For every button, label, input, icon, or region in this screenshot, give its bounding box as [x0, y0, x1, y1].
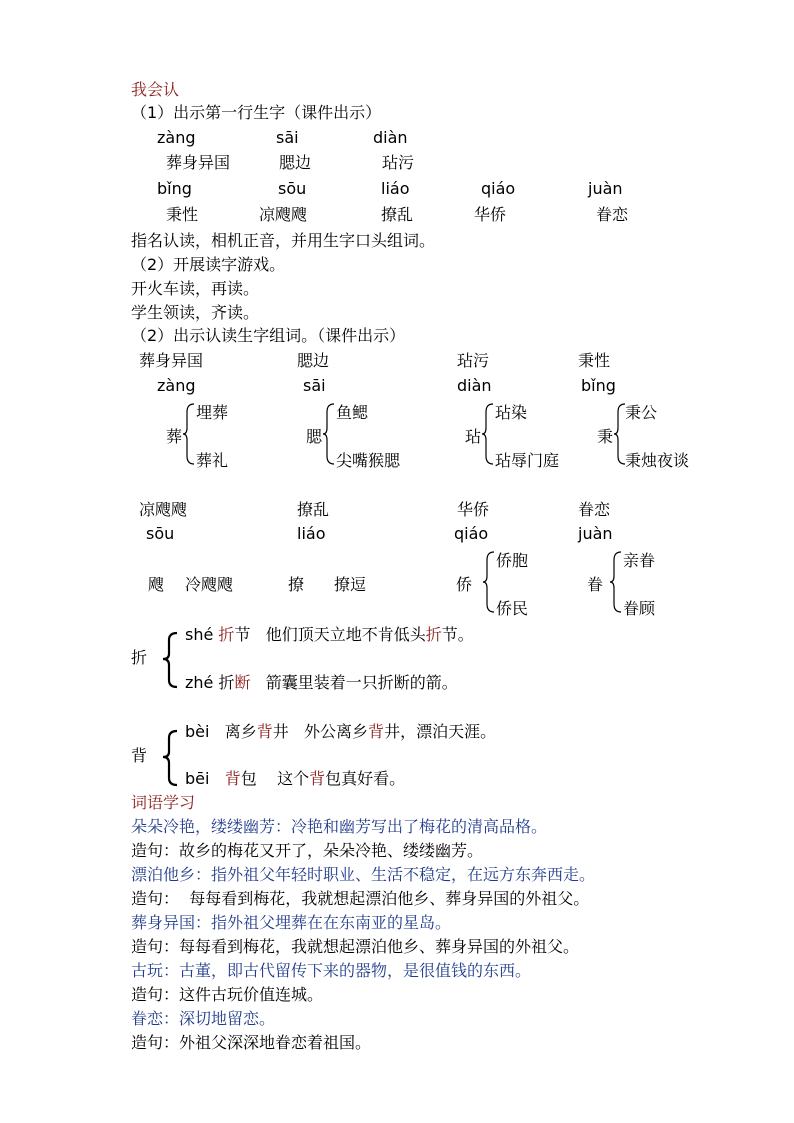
vocab-term-line [131, 913, 451, 933]
compound-word: 侨胞 [496, 551, 529, 570]
example-line [131, 841, 483, 861]
sentence: 箭囊里装着一只折断的箭。 [265, 673, 458, 692]
character: 秉 [597, 427, 614, 446]
compound-word: 秉公 [625, 403, 658, 422]
pinyin: bēi [185, 769, 210, 788]
highlight-char: 背 [368, 722, 385, 741]
vocab-word: 凉飕飕 [139, 500, 188, 519]
vocab-definition: 指外祖父年轻时职业、生活不稳定，在远方东奔西走。 [211, 865, 596, 884]
character: 眷 [587, 575, 604, 594]
instruction: 开火车读，再读。 [131, 279, 260, 298]
sentence-part: 他们顶天立地不肯低头 [265, 625, 426, 644]
vocab-term-line [131, 817, 547, 837]
pinyin: bèi [185, 722, 210, 741]
pinyin: liáo [381, 179, 410, 198]
vocab-definition: 深切地留恋。 [179, 1009, 276, 1028]
vocab-word: 眷恋 [596, 205, 629, 224]
vocab-definition: 指外祖父埋葬在在东南亚的星岛。 [211, 913, 452, 932]
example-sentence: 外祖父深深地眷恋着祖国。 [179, 1033, 372, 1052]
example-line [131, 1033, 371, 1053]
vocab-term: 葬身异国： [131, 913, 212, 932]
character: 腮 [306, 427, 323, 446]
vocab-word: 撩乱 [297, 500, 330, 519]
step-1: （1）出示第一行生字（课件出示） [131, 103, 382, 122]
compound-word: 撩逗 [334, 575, 367, 594]
pinyin: diàn [457, 376, 492, 395]
pinyin: zhé [185, 673, 214, 692]
polyphone-character: 背 [131, 746, 148, 765]
example-sentence: 故乡的梅花又开了，朵朵冷艳、缕缕幽芳。 [179, 841, 484, 860]
polyphone-character: 折 [131, 648, 148, 667]
word-part: 井 [272, 722, 289, 741]
pinyin: zàng [157, 128, 196, 147]
highlight-char: 背 [256, 722, 273, 741]
highlight-char: 背 [224, 769, 241, 788]
vocab-word: 眷恋 [578, 500, 611, 519]
compound-word: 鱼鳃 [336, 403, 369, 422]
vocab-word: 玷污 [457, 351, 490, 370]
vocab-term: 眷恋： [131, 1009, 180, 1028]
polyphone-line [185, 625, 474, 645]
pinyin: bǐng [581, 376, 616, 395]
sentence-part: 外公离乡 [304, 722, 369, 741]
compound-word: 尖嘴猴腮 [336, 451, 401, 470]
pinyin: qiáo [481, 179, 516, 198]
pinyin: sōu [146, 524, 175, 543]
example-sentence: 每每看到梅花，我就想起漂泊他乡、葬身异国的外祖父。 [179, 889, 590, 908]
polyphone-line [185, 769, 405, 789]
vocab-definition: 冷艳和幽芳写出了梅花的清高品格。 [291, 817, 548, 836]
sentence-part: 节。 [441, 625, 474, 644]
pinyin: sāi [303, 376, 326, 395]
example-sentence: 这件古玩价值连城。 [179, 985, 324, 1004]
pinyin: qiáo [454, 524, 489, 543]
pinyin: shé [185, 625, 214, 644]
highlight-char: 折 [425, 625, 442, 644]
step-2: （2）开展读字游戏。 [131, 255, 286, 274]
highlight-char: 断 [234, 673, 251, 692]
character: 玷 [465, 427, 482, 446]
sentence-part: 这个 [277, 769, 310, 788]
vocab-word: 撩乱 [381, 205, 414, 224]
example-line [131, 889, 589, 909]
instruction: 学生领读，齐读。 [131, 303, 260, 322]
compound-word: 秉烛夜谈 [625, 451, 690, 470]
character: 侨 [456, 575, 473, 594]
vocab-term-line [131, 865, 595, 885]
compound-word: 眷顾 [623, 599, 656, 618]
character: 葬 [166, 427, 183, 446]
vocab-word: 凉飕飕 [259, 205, 308, 224]
pinyin: juàn [588, 179, 623, 198]
vocab-word: 华侨 [457, 500, 490, 519]
example-label: 造句： [131, 937, 180, 956]
pinyin: diàn [373, 128, 408, 147]
character: 撩 [288, 575, 305, 594]
highlight-char: 折 [218, 625, 235, 644]
compound-word: 葬礼 [196, 451, 229, 470]
vocab-term-line [131, 961, 531, 981]
vocab-term: 漂泊他乡： [131, 865, 212, 884]
compound-word: 玷辱门庭 [495, 451, 560, 470]
word-part: 折 [218, 673, 235, 692]
sentence-part: 井，漂泊天涯。 [384, 722, 497, 741]
polyphone-line [185, 722, 496, 742]
brace-icon [157, 728, 181, 788]
sentence-part: 包真好看。 [325, 769, 406, 788]
character: 飕 [148, 575, 165, 594]
word-part: 节 [234, 625, 251, 644]
vocab-term-line [131, 1009, 275, 1029]
vocab-term: 朵朵冷艳，缕缕幽芳： [131, 817, 292, 836]
pinyin: liáo [297, 524, 326, 543]
vocab-word: 秉性 [166, 205, 199, 224]
pinyin: sōu [278, 179, 307, 198]
vocab-term: 古玩： [131, 961, 180, 980]
pinyin: zàng [157, 376, 196, 395]
compound-word: 侨民 [496, 599, 529, 618]
heading-vocab-study: 词语学习 [131, 793, 196, 812]
vocab-word: 秉性 [578, 351, 611, 370]
vocab-definition: 古董，即古代留传下来的器物，是很值钱的东西。 [179, 961, 532, 980]
example-label: 造句： [131, 985, 180, 1004]
pinyin: bǐng [157, 179, 192, 198]
vocab-word: 华侨 [474, 205, 507, 224]
example-label: 造句： [131, 1033, 180, 1052]
example-label: 造句： [131, 841, 180, 860]
pinyin: sāi [276, 128, 299, 147]
compound-word: 亲眷 [623, 551, 656, 570]
compound-word: 玷染 [495, 403, 528, 422]
brace-icon [157, 630, 181, 690]
compound-word: 冷飕飕 [185, 575, 234, 594]
compound-word: 埋葬 [196, 403, 229, 422]
example-label: 造句： [131, 889, 180, 908]
word-part: 包 [240, 769, 257, 788]
step-3: （2）出示认读生字组词。（课件出示） [131, 326, 406, 345]
example-line [131, 937, 579, 957]
vocab-word: 葬身异国 [139, 351, 204, 370]
example-line [131, 985, 323, 1005]
instruction: 指名认读，相机正音，并用生字口头组词。 [131, 231, 436, 250]
vocab-word: 玷污 [382, 153, 415, 172]
vocab-word: 腮边 [297, 351, 330, 370]
pinyin: juàn [578, 524, 613, 543]
polyphone-line [185, 673, 458, 693]
vocab-word: 葬身异国 [166, 153, 231, 172]
highlight-char: 背 [309, 769, 326, 788]
example-sentence: 每每看到梅花，我就想起漂泊他乡、葬身异国的外祖父。 [179, 937, 580, 956]
word-part: 离乡 [224, 722, 257, 741]
heading-wo-hui-ren: 我会认 [131, 80, 180, 99]
vocab-word: 腮边 [279, 153, 312, 172]
